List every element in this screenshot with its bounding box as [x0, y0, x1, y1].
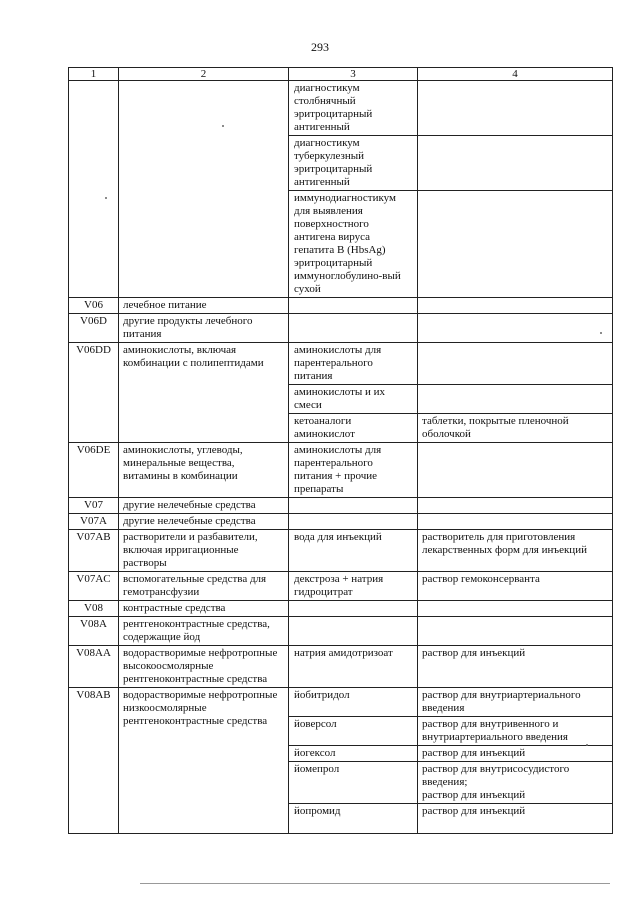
atc-code: V08 — [69, 601, 119, 617]
substance-cell: йопромид — [289, 804, 418, 834]
dosage-form-line: раствор для внутрисосудистого введения; — [422, 763, 570, 788]
substance-cell: диагностикум туберкулезный эритроцитарный антигенный — [289, 136, 418, 191]
group-name: контрастные средства — [119, 601, 289, 617]
atc-code: V07 — [69, 498, 119, 514]
dosage-form-cell — [418, 617, 613, 646]
code-cell — [69, 81, 119, 298]
drug-classification-table — [68, 67, 613, 834]
dosage-form-line: раствор для инъекций — [422, 789, 526, 801]
table-row — [69, 343, 613, 385]
dosage-form-cell: раствор для инъекций — [418, 804, 613, 834]
table-row — [69, 601, 613, 617]
table-row — [69, 530, 613, 572]
dosage-form-cell: раствор для внутриартериального введения — [418, 688, 613, 717]
table-row — [69, 298, 613, 314]
header-row — [69, 68, 613, 81]
atc-code: V08A — [69, 617, 119, 646]
group-name-cell — [119, 81, 289, 298]
table-row — [69, 646, 613, 688]
table-row — [69, 617, 613, 646]
atc-code: V07A — [69, 514, 119, 530]
dosage-form-cell: раствор для внутривенного и внутриартериального введения — [418, 717, 613, 746]
dosage-form-cell — [418, 762, 613, 804]
group-name: аминокислоты, углеводы, минеральные вещества, витамины в комбинации — [119, 443, 289, 498]
substance-cell — [289, 314, 418, 343]
atc-code: V08AB — [69, 688, 119, 834]
dosage-form-cell: растворитель для приготовления лекарственных форм для инъекций — [418, 530, 613, 572]
column-header: 1 — [69, 68, 119, 81]
dosage-form-cell: раствор гемоконсерванта — [418, 572, 613, 601]
group-name: рентгеноконтрастные средства, содержащие йод — [119, 617, 289, 646]
dosage-form-cell — [418, 601, 613, 617]
group-name: другие нелечебные средства — [119, 514, 289, 530]
substance-cell: аминокислоты для парентерального питания + прочие препараты — [289, 443, 418, 498]
dosage-form-cell — [418, 314, 613, 343]
dosage-form-cell: раствор для инъекций — [418, 746, 613, 762]
substance-cell — [289, 617, 418, 646]
substance-cell: йоверсол — [289, 717, 418, 746]
table-row — [69, 514, 613, 530]
substance-cell — [289, 498, 418, 514]
group-name: водорастворимые нефротропные высокоосмолярные рентгеноконтрастные средства — [119, 646, 289, 688]
substance-cell: кетоаналоги аминокислот — [289, 414, 418, 443]
substance-cell: иммунодиагностикум для выявления поверхностного антигена вируса гепатита В (HbsAg) эритроцитарный иммуноглобулино-вый сухой — [289, 191, 418, 298]
dosage-form-cell — [418, 136, 613, 191]
dosage-form-cell: раствор для инъекций — [418, 646, 613, 688]
group-name: аминокислоты, включая комбинации с полипептидами — [119, 343, 289, 443]
table-row — [69, 688, 613, 717]
substance-cell: йомепрол — [289, 762, 418, 804]
bottom-rule — [140, 883, 610, 884]
atc-code: V08AA — [69, 646, 119, 688]
atc-code: V06 — [69, 298, 119, 314]
table-row — [69, 314, 613, 343]
table-row — [69, 81, 613, 136]
group-name: другие нелечебные средства — [119, 498, 289, 514]
dosage-form-cell — [418, 298, 613, 314]
substance-cell — [289, 514, 418, 530]
table-row — [69, 443, 613, 498]
substance-cell: декстроза + натрия гидроцитрат — [289, 572, 418, 601]
dosage-form-cell — [418, 514, 613, 530]
atc-code: V06DE — [69, 443, 119, 498]
dosage-form-cell — [418, 191, 613, 298]
atc-code: V07AC — [69, 572, 119, 601]
table-row — [69, 572, 613, 601]
dosage-form-cell — [418, 343, 613, 385]
group-name: водорастворимые нефротропные низкоосмолярные рентгеноконтрастные средства — [119, 688, 289, 834]
substance-cell — [289, 298, 418, 314]
dosage-form-cell — [418, 498, 613, 514]
substance-cell — [289, 601, 418, 617]
substance-cell: диагностикум столбнячный эритроцитарный антигенный — [289, 81, 418, 136]
group-name: лечебное питание — [119, 298, 289, 314]
substance-cell: йобитридол — [289, 688, 418, 717]
dosage-form-cell: таблетки, покрытые пленочной оболочкой — [418, 414, 613, 443]
substance-cell: аминокислоты для парентерального питания — [289, 343, 418, 385]
atc-code: V07AB — [69, 530, 119, 572]
page-number: 293 — [311, 40, 329, 54]
substance-cell: аминокислоты и их смеси — [289, 385, 418, 414]
group-name: другие продукты лечебного питания — [119, 314, 289, 343]
atc-code: V06D — [69, 314, 119, 343]
substance-cell: вода для инъекций — [289, 530, 418, 572]
dosage-form-cell — [418, 385, 613, 414]
scan-speck — [222, 125, 224, 127]
table-row — [69, 498, 613, 514]
column-header: 3 — [289, 68, 418, 81]
group-name: вспомогательные средства для гемотрансфузии — [119, 572, 289, 601]
dosage-form-cell — [418, 81, 613, 136]
group-name: растворители и разбавители, включая ирригационные растворы — [119, 530, 289, 572]
dosage-form-cell — [418, 443, 613, 498]
scan-speck — [600, 332, 602, 334]
column-header: 2 — [119, 68, 289, 81]
substance-cell: йогексол — [289, 746, 418, 762]
scan-speck — [105, 197, 107, 199]
scan-speck — [586, 744, 588, 746]
column-header: 4 — [418, 68, 613, 81]
substance-cell: натрия амидотризоат — [289, 646, 418, 688]
atc-code: V06DD — [69, 343, 119, 443]
